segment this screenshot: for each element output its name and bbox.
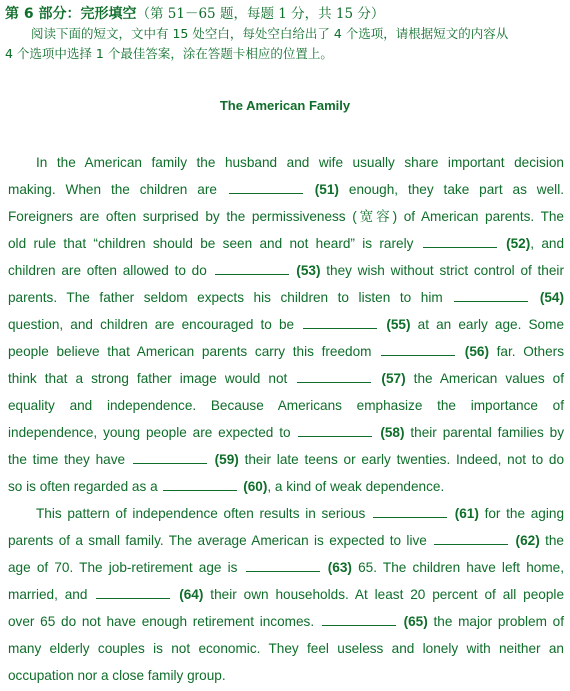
passage-text: parents. The father seldom expects his children to listen to him bbox=[8, 290, 443, 305]
passage-text: question, and children are encouraged to be bbox=[8, 317, 295, 332]
passage-text: enough, they take part as well. bbox=[348, 182, 564, 197]
question-number: (51) bbox=[314, 182, 339, 197]
passage-text: Foreigners are often surprised by the permissiveness (宽容) of American parents. The bbox=[8, 209, 564, 224]
question-number: (59) bbox=[214, 452, 239, 467]
passage-title: The American Family bbox=[219, 98, 351, 113]
passage-line bbox=[8, 476, 564, 498]
passage-text: many elderly couples is not economic. They feel useless and lonely with neither an bbox=[8, 641, 564, 656]
passage-text: equality and independence. Because Americans emphasize the importance of bbox=[8, 398, 564, 413]
answer-blank[interactable] bbox=[163, 477, 237, 491]
question-number: (56) bbox=[464, 344, 489, 359]
passage-text: their late teens or early twenties. Indeed, not to do bbox=[244, 452, 565, 467]
passage-text: This pattern of independence often results in serious bbox=[36, 506, 366, 521]
answer-blank[interactable] bbox=[229, 180, 303, 194]
passage-text: the bbox=[545, 533, 564, 548]
answer-blank[interactable] bbox=[246, 558, 320, 572]
passage-text: over 65 do not have enough retirement incomes. bbox=[8, 614, 315, 629]
passage-line bbox=[8, 152, 564, 174]
passage-line bbox=[8, 584, 564, 606]
answer-blank[interactable] bbox=[423, 234, 497, 248]
passage-text: they wish without strict control of their bbox=[326, 263, 564, 278]
answer-blank[interactable] bbox=[303, 315, 377, 329]
section-header bbox=[5, 4, 565, 64]
question-number: (62) bbox=[515, 533, 540, 548]
passage-text: people believe that American parents carry this freedom bbox=[8, 344, 372, 359]
answer-blank[interactable] bbox=[454, 288, 528, 302]
question-number: (53) bbox=[296, 263, 321, 278]
passage-line bbox=[8, 665, 564, 687]
question-number: (61) bbox=[454, 506, 479, 521]
passage-line bbox=[8, 260, 564, 282]
passage-text: for the aging bbox=[484, 506, 565, 521]
answer-blank[interactable] bbox=[215, 261, 289, 275]
passage-line bbox=[8, 503, 564, 525]
question-number: (63) bbox=[327, 560, 352, 575]
answer-blank[interactable] bbox=[322, 612, 396, 626]
answer-blank[interactable] bbox=[434, 531, 508, 545]
passage-text: think that a strong father image would not bbox=[8, 371, 288, 386]
answer-blank[interactable] bbox=[373, 504, 447, 518]
passage-text: occupation nor a close family group. bbox=[8, 668, 226, 683]
passage-line bbox=[8, 179, 564, 201]
question-number: (65) bbox=[403, 614, 428, 629]
passage-line bbox=[8, 530, 564, 552]
passage-line bbox=[8, 233, 564, 255]
passage-text: 65. The children have left home, bbox=[358, 560, 565, 575]
answer-blank[interactable] bbox=[96, 585, 170, 599]
passage-line bbox=[8, 449, 564, 471]
passage-line bbox=[8, 314, 564, 336]
answer-blank[interactable] bbox=[381, 342, 455, 356]
passage-line bbox=[8, 611, 564, 633]
passage-text: parents of a small family. The average American is expected to live bbox=[8, 533, 427, 548]
passage-line bbox=[8, 395, 564, 417]
passage-text: children are often allowed to do bbox=[8, 263, 207, 278]
passage-text: far. Others bbox=[496, 344, 565, 359]
question-number: (55) bbox=[386, 317, 411, 332]
question-number: (54) bbox=[539, 290, 565, 305]
passage-text: age of 70. The job-retirement age is bbox=[8, 560, 238, 575]
question-number: (64) bbox=[179, 587, 204, 602]
passage-text: married, and bbox=[8, 587, 88, 602]
passage-text: old rule that “children should be seen and not heard” is rarely bbox=[8, 236, 414, 251]
question-number: (60) bbox=[243, 479, 268, 494]
instruction-line-1: 阅读下面的短文，文中有 15 处空白，每处空白给出了 4 个选项，请根据短文的内容从 bbox=[31, 26, 509, 41]
passage-line bbox=[8, 206, 564, 228]
instructions bbox=[5, 24, 565, 64]
passage-line bbox=[8, 557, 564, 579]
passage-text: , and bbox=[530, 236, 565, 251]
passage-text: the time they have bbox=[8, 452, 126, 467]
passage-line bbox=[8, 368, 564, 390]
passage-text: the major problem of bbox=[433, 614, 564, 629]
passage-line bbox=[8, 287, 564, 309]
passage-line bbox=[8, 638, 564, 660]
answer-blank[interactable] bbox=[133, 450, 207, 464]
question-number: (58) bbox=[380, 425, 405, 440]
passage-text: , a kind of weak dependence. bbox=[267, 479, 445, 494]
passage-line bbox=[8, 422, 564, 444]
answer-blank[interactable] bbox=[298, 423, 372, 437]
question-number: (52) bbox=[506, 236, 531, 251]
part-title: 第 6 部分：完形填空 bbox=[5, 6, 137, 22]
passage-text: their parental families by bbox=[410, 425, 564, 440]
part-note: （第 51－65 题，每题 1 分，共 15 分） bbox=[136, 6, 385, 22]
passage-text: independence, young people are expected to bbox=[8, 425, 291, 440]
passage-text: the American values of bbox=[413, 371, 565, 386]
passage-text: making. When the children are bbox=[8, 182, 217, 197]
passage-text: In the American family the husband and wife usually share important decision bbox=[36, 155, 564, 170]
instruction-line-2: 4 个选项中选择 1 个最佳答案，涂在答题卡相应的位置上。 bbox=[5, 46, 333, 61]
question-number: (57) bbox=[381, 371, 406, 386]
passage-text: at an early age. Some bbox=[417, 317, 565, 332]
passage-text: their own households. At least 20 percent of all people bbox=[210, 587, 565, 602]
section-heading bbox=[5, 4, 565, 24]
passage-text: so is often regarded as a bbox=[8, 479, 158, 494]
answer-blank[interactable] bbox=[297, 369, 371, 383]
passage-line bbox=[8, 341, 564, 363]
